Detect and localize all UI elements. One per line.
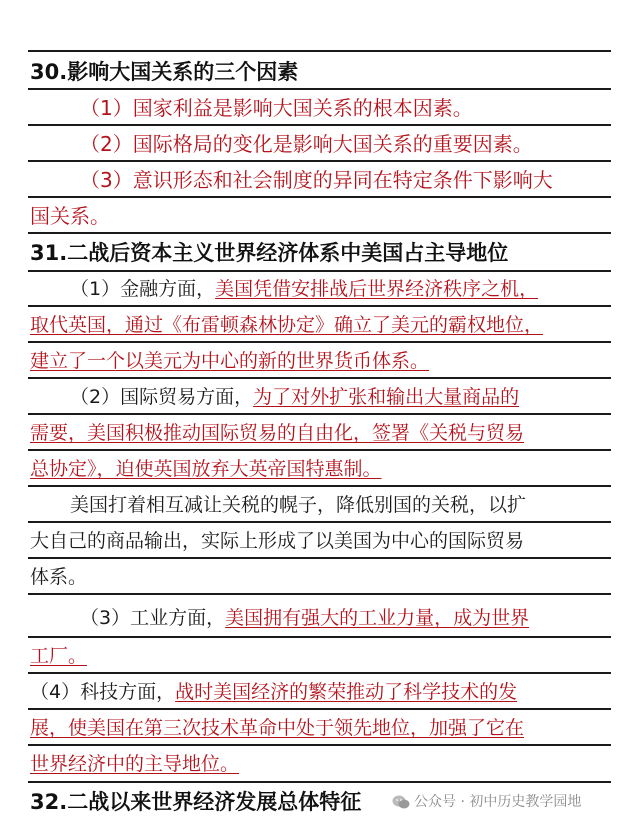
watermark-text: 公众号 · 初中历史教学园地: [414, 794, 582, 810]
point-text: （2）国际格局的变化是影响大国关系的重要因素。: [80, 132, 533, 156]
section-30-line-1: [30, 92, 610, 124]
point-label: （4）科技方面，: [30, 681, 176, 703]
point-text: 需要，美国积极推动国际贸易的自由化，签署《关税与贸易: [30, 422, 525, 444]
point-text: 建立了一个以美元为中心的新的世界货币体系。: [30, 350, 430, 372]
section-32-heading: 32.二战以来世界经济发展总体特征: [30, 790, 362, 814]
section-31-line-13: [30, 712, 610, 744]
section-31-line-6: [30, 453, 610, 485]
section-31-line-12: [30, 676, 610, 708]
section-31-line-1: [30, 273, 610, 305]
point-label: （2）国际贸易方面，: [70, 386, 254, 408]
ruled-line: [28, 593, 611, 595]
watermark: [392, 790, 581, 814]
ruled-line: [28, 377, 611, 379]
ruled-line: [28, 124, 611, 126]
ruled-line: [28, 557, 611, 559]
point-text: 世界经济中的主导地位。: [30, 753, 240, 775]
ruled-line: [28, 270, 611, 272]
ruled-line: [28, 485, 611, 487]
section-30-line-3: [30, 164, 610, 196]
point-text: 大自己的商品输出，实际上形成了以美国为中心的国际贸易: [30, 530, 525, 552]
point-text: 取代英国，通过《布雷顿森林协定》确立了美元的霸权地位，: [30, 314, 544, 336]
ruled-line: [28, 232, 611, 234]
section-31-heading: 31.二战后资本主义世界经济体系中美国占主导地位: [30, 241, 509, 265]
ruled-line: [28, 708, 611, 710]
point-text: 体系。: [30, 566, 88, 588]
ruled-line: [28, 781, 611, 783]
ruled-line: [28, 449, 611, 451]
section-31-line-11: [30, 640, 610, 672]
ruled-line: [28, 50, 611, 52]
point-text: 为了对外扩张和输出大量商品的: [253, 386, 520, 408]
section-31-line-7: [30, 489, 610, 521]
point-text: 国关系。: [30, 204, 110, 228]
ruled-line: [28, 521, 611, 523]
ruled-line: [28, 88, 611, 90]
section-31-line-3: [30, 345, 610, 377]
ruled-line: [28, 672, 611, 674]
ruled-line: [28, 341, 611, 343]
point-text: 总协定》，迫使英国放弃大英帝国特惠制。: [30, 458, 382, 480]
point-text: 展，使美国在第三次技术革命中处于领先地位，加强了它在: [30, 717, 525, 739]
ruled-line: [28, 636, 611, 638]
section-31-line-2: [30, 309, 610, 341]
ruled-line: [28, 305, 611, 307]
section-31-line-14: [30, 748, 610, 780]
section-31-line-5: [30, 417, 610, 449]
section-30-line-4: [30, 200, 610, 232]
point-text: 战时美国经济的繁荣推动了科学技术的发: [175, 681, 518, 703]
ruled-line: [28, 160, 611, 162]
point-text: （3）意识形态和社会制度的异同在特定条件下影响大: [80, 168, 553, 192]
point-text: 美国凭借安排战后世界经济秩序之机，: [215, 278, 539, 300]
wechat-icon: [392, 793, 410, 811]
point-text: 美国打着相互减让关税的幌子，降低别国的关税，以扩: [70, 494, 527, 516]
ruled-line: [28, 196, 611, 198]
point-text: （1）国家利益是影响大国关系的根本因素。: [80, 96, 473, 120]
point-label: （1）金融方面，: [70, 278, 216, 300]
section-31-line-4: [30, 381, 610, 413]
section-30-line-2: [30, 128, 610, 160]
section-31-line-10: [30, 602, 610, 634]
ruled-line: [28, 744, 611, 746]
section-30-heading: 30.影响大国关系的三个因素: [30, 60, 299, 84]
section-31-line-9: [30, 561, 610, 593]
point-text: 美国拥有强大的工业力量，成为世界: [225, 607, 530, 629]
ruled-line: [28, 413, 611, 415]
section-31-line-8: [30, 525, 610, 557]
point-text: 工厂。: [30, 645, 88, 667]
point-label: （3）工业方面，: [80, 607, 226, 629]
